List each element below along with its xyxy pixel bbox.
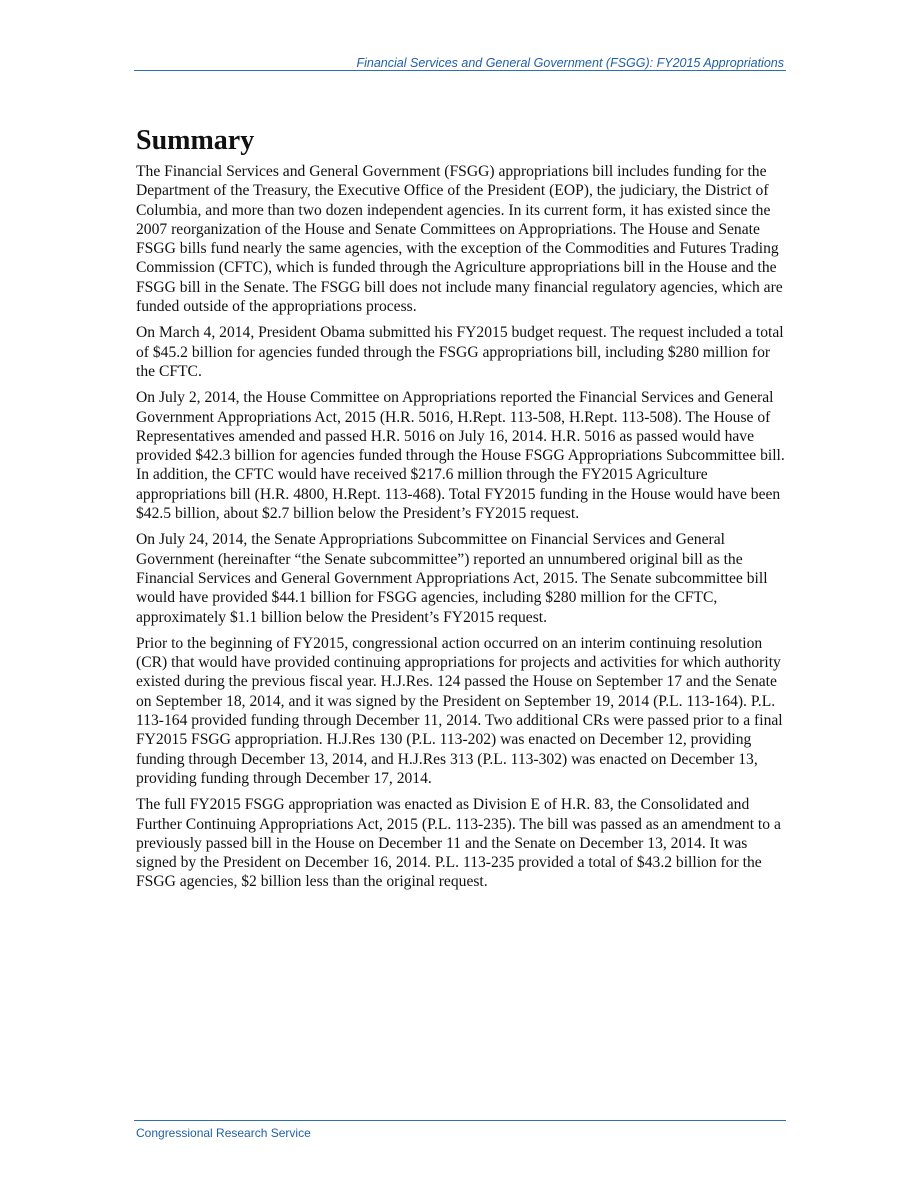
paragraph-continuing-resolution: Prior to the beginning of FY2015, congressional action occurred on an interim continuing resolution (CR) that would have provided continuing appropriations for projects and activities for which authority existed during the previous fiscal year. H.J.Res. 124 passed the House on September 17 and the Senate on September 18, 2014, and it was signed by the President on September 19, 2014 (P.L. 113-164). P.L. 113-164 provided funding through December 11, 2014. Two additional CRs were passed prior to a final FY2015 FSGG appropriation. H.J.Res 130 (P.L. 113-202) was enacted on December 12, providing funding through December 13, 2014, and H.J.Res 313 (P.L. 113-302) was enacted on December 13, providing funding through December 17, 2014. xyxy=(136,634,783,787)
paragraph-budget-request: On March 4, 2014, President Obama submitted his FY2015 budget request. The request included a total of $45.2 billion for agencies funded through the FSGG appropriations bill, including $280 million for the CFTC. xyxy=(136,324,784,380)
running-title: Financial Services and General Government (FSGG): FY2015 Appropriations xyxy=(356,56,784,70)
paragraph-overview: The Financial Services and General Government (FSGG) appropriations bill includes funding for the Department of the Treasury, the Executive Office of the President (EOP), the judiciary, the District of Columbia, and more than two dozen independent agencies. In its current form, it has existed since the 2007 reorganization of the House and Senate Committees on Appropriations. The House and Senate FSGG bills fund nearly the same agencies, with the exception of the Commodities and Futures Trading Commission (CFTC), which is funded through the Agriculture appropriations bill in the House and the FSGG bill in the Senate. The FSGG bill does not include many financial regulatory agencies, which are funded outside of the appropriations process. xyxy=(136,163,783,316)
section-heading-summary: Summary xyxy=(136,125,255,156)
page-header xyxy=(134,54,786,71)
document-body xyxy=(136,124,786,899)
paragraph-final-appropriation: The full FY2015 FSGG appropriation was enacted as Division E of H.R. 83, the Consolidated and Further Continuing Appropriations Act, 2015 (P.L. 113-235). The bill was passed as an amendment to a previously passed bill in the House on December 11 and the Senate on December 13, 2014. It was signed by the President on December 16, 2014. P.L. 113-235 provided a total of $43.2 billion for the FSGG agencies, $2 billion less than the original request. xyxy=(136,796,781,891)
paragraph-house-action: On July 2, 2014, the House Committee on Appropriations reported the Financial Services and General Government Appropriations Act, 2015 (H.R. 5016, H.Rept. 113-508, H.Rept. 113-508). The House of Representatives amended and passed H.R. 5016 on July 16, 2014. H.R. 5016 as passed would have provided $42.3 billion for agencies funded through the House FSGG Appropriations Subcommittee bill. In addition, the CFTC would have received $217.6 million through the FY2015 Agriculture appropriations bill (H.R. 4800, H.Rept. 113-468). Total FY2015 funding in the House would have been $42.5 billion, about $2.7 billion below the President’s FY2015 request. xyxy=(136,389,785,523)
paragraph-senate-action: On July 24, 2014, the Senate Appropriations Subcommittee on Financial Services and General Government (hereinafter “the Senate subcommittee”) reported an unnumbered original bill as the Financial Services and General Government Appropriations Act, 2015. The Senate subcommittee bill would have provided $44.1 billion for FSGG agencies, including $280 million for the CFTC, approximately $1.1 billion below the President’s FY2015 request. xyxy=(136,531,768,626)
footer-organization: Congressional Research Service xyxy=(136,1126,311,1140)
page-footer xyxy=(134,1120,786,1142)
